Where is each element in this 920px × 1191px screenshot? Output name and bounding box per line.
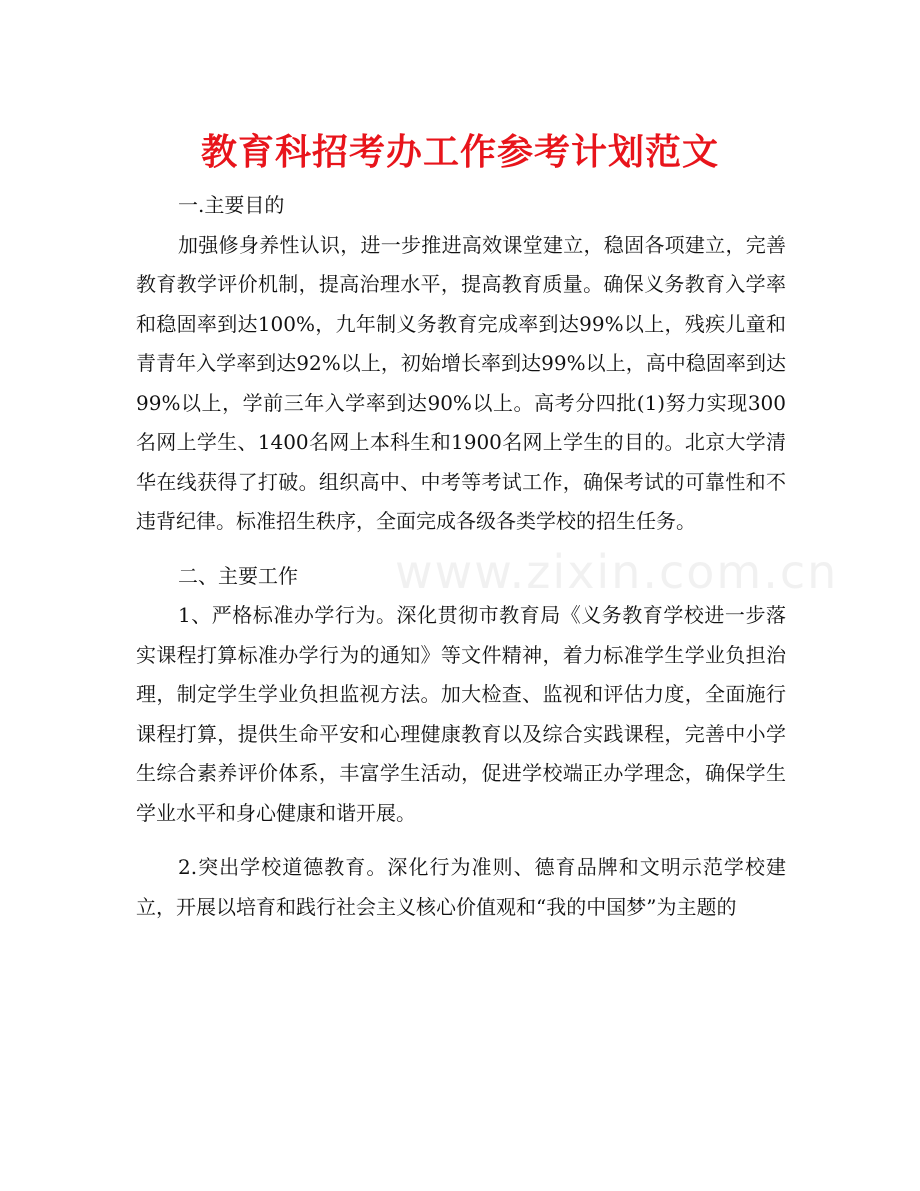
document-title: 教育科招考办工作参考计划范文 bbox=[200, 131, 719, 173]
paragraph-work-1: 1、严格标准办学行为。深化贯彻市教育局《义务教育学校进一步落实课程打算标准办学行为的通知》等文件精神，着力标准学生学业负担治理，制定学生学业负担监视方法。加大检查、监视和评估力度，全面施行课程打算，提供生命平安和心理健康教育以及综合实践课程，完善中小学生综合素养评价体系，丰富学生活动，促进学校端正办学理念，确保学生学业水平和身心健康和谐开展。 bbox=[136, 603, 786, 825]
document-body bbox=[136, 186, 786, 927]
paragraph-goals: 加强修身养性认识，进一步推进高效课堂建立，稳固各项建立，完善教育教学评价机制，提高治理水平，提高教育质量。确保义务教育入学率和稳固率到达100%，九年制义务教育完成率到达99%以上，残疾儿童和青青年入学率到达92%以上，初始增长率到达99%以上，高中稳固率到达99%以上，学前三年入学率到达90%以上。高考分四批(1)努力实现300名网上学生、1400名网上本科生和1900名网上学生的目的。北京大学清华在线获得了打破。组织高中、中考等考试工作，确保考试的可靠性和不违背纪律。标准招生秩序，全面完成各级各类学校的招生任务。 bbox=[136, 232, 786, 533]
section-heading-goals: 一.主要目的 bbox=[178, 193, 285, 217]
watermark-text: www.zixin.com.cn bbox=[395, 545, 839, 599]
paragraph-work-2: 2.突出学校道德教育。深化行为准则、德育品牌和文明示范学校建立，开展以培育和践行社会主义核心价值观和“我的中国梦”为主题的 bbox=[136, 855, 786, 919]
section-heading-work: 二、主要工作 bbox=[178, 563, 298, 588]
